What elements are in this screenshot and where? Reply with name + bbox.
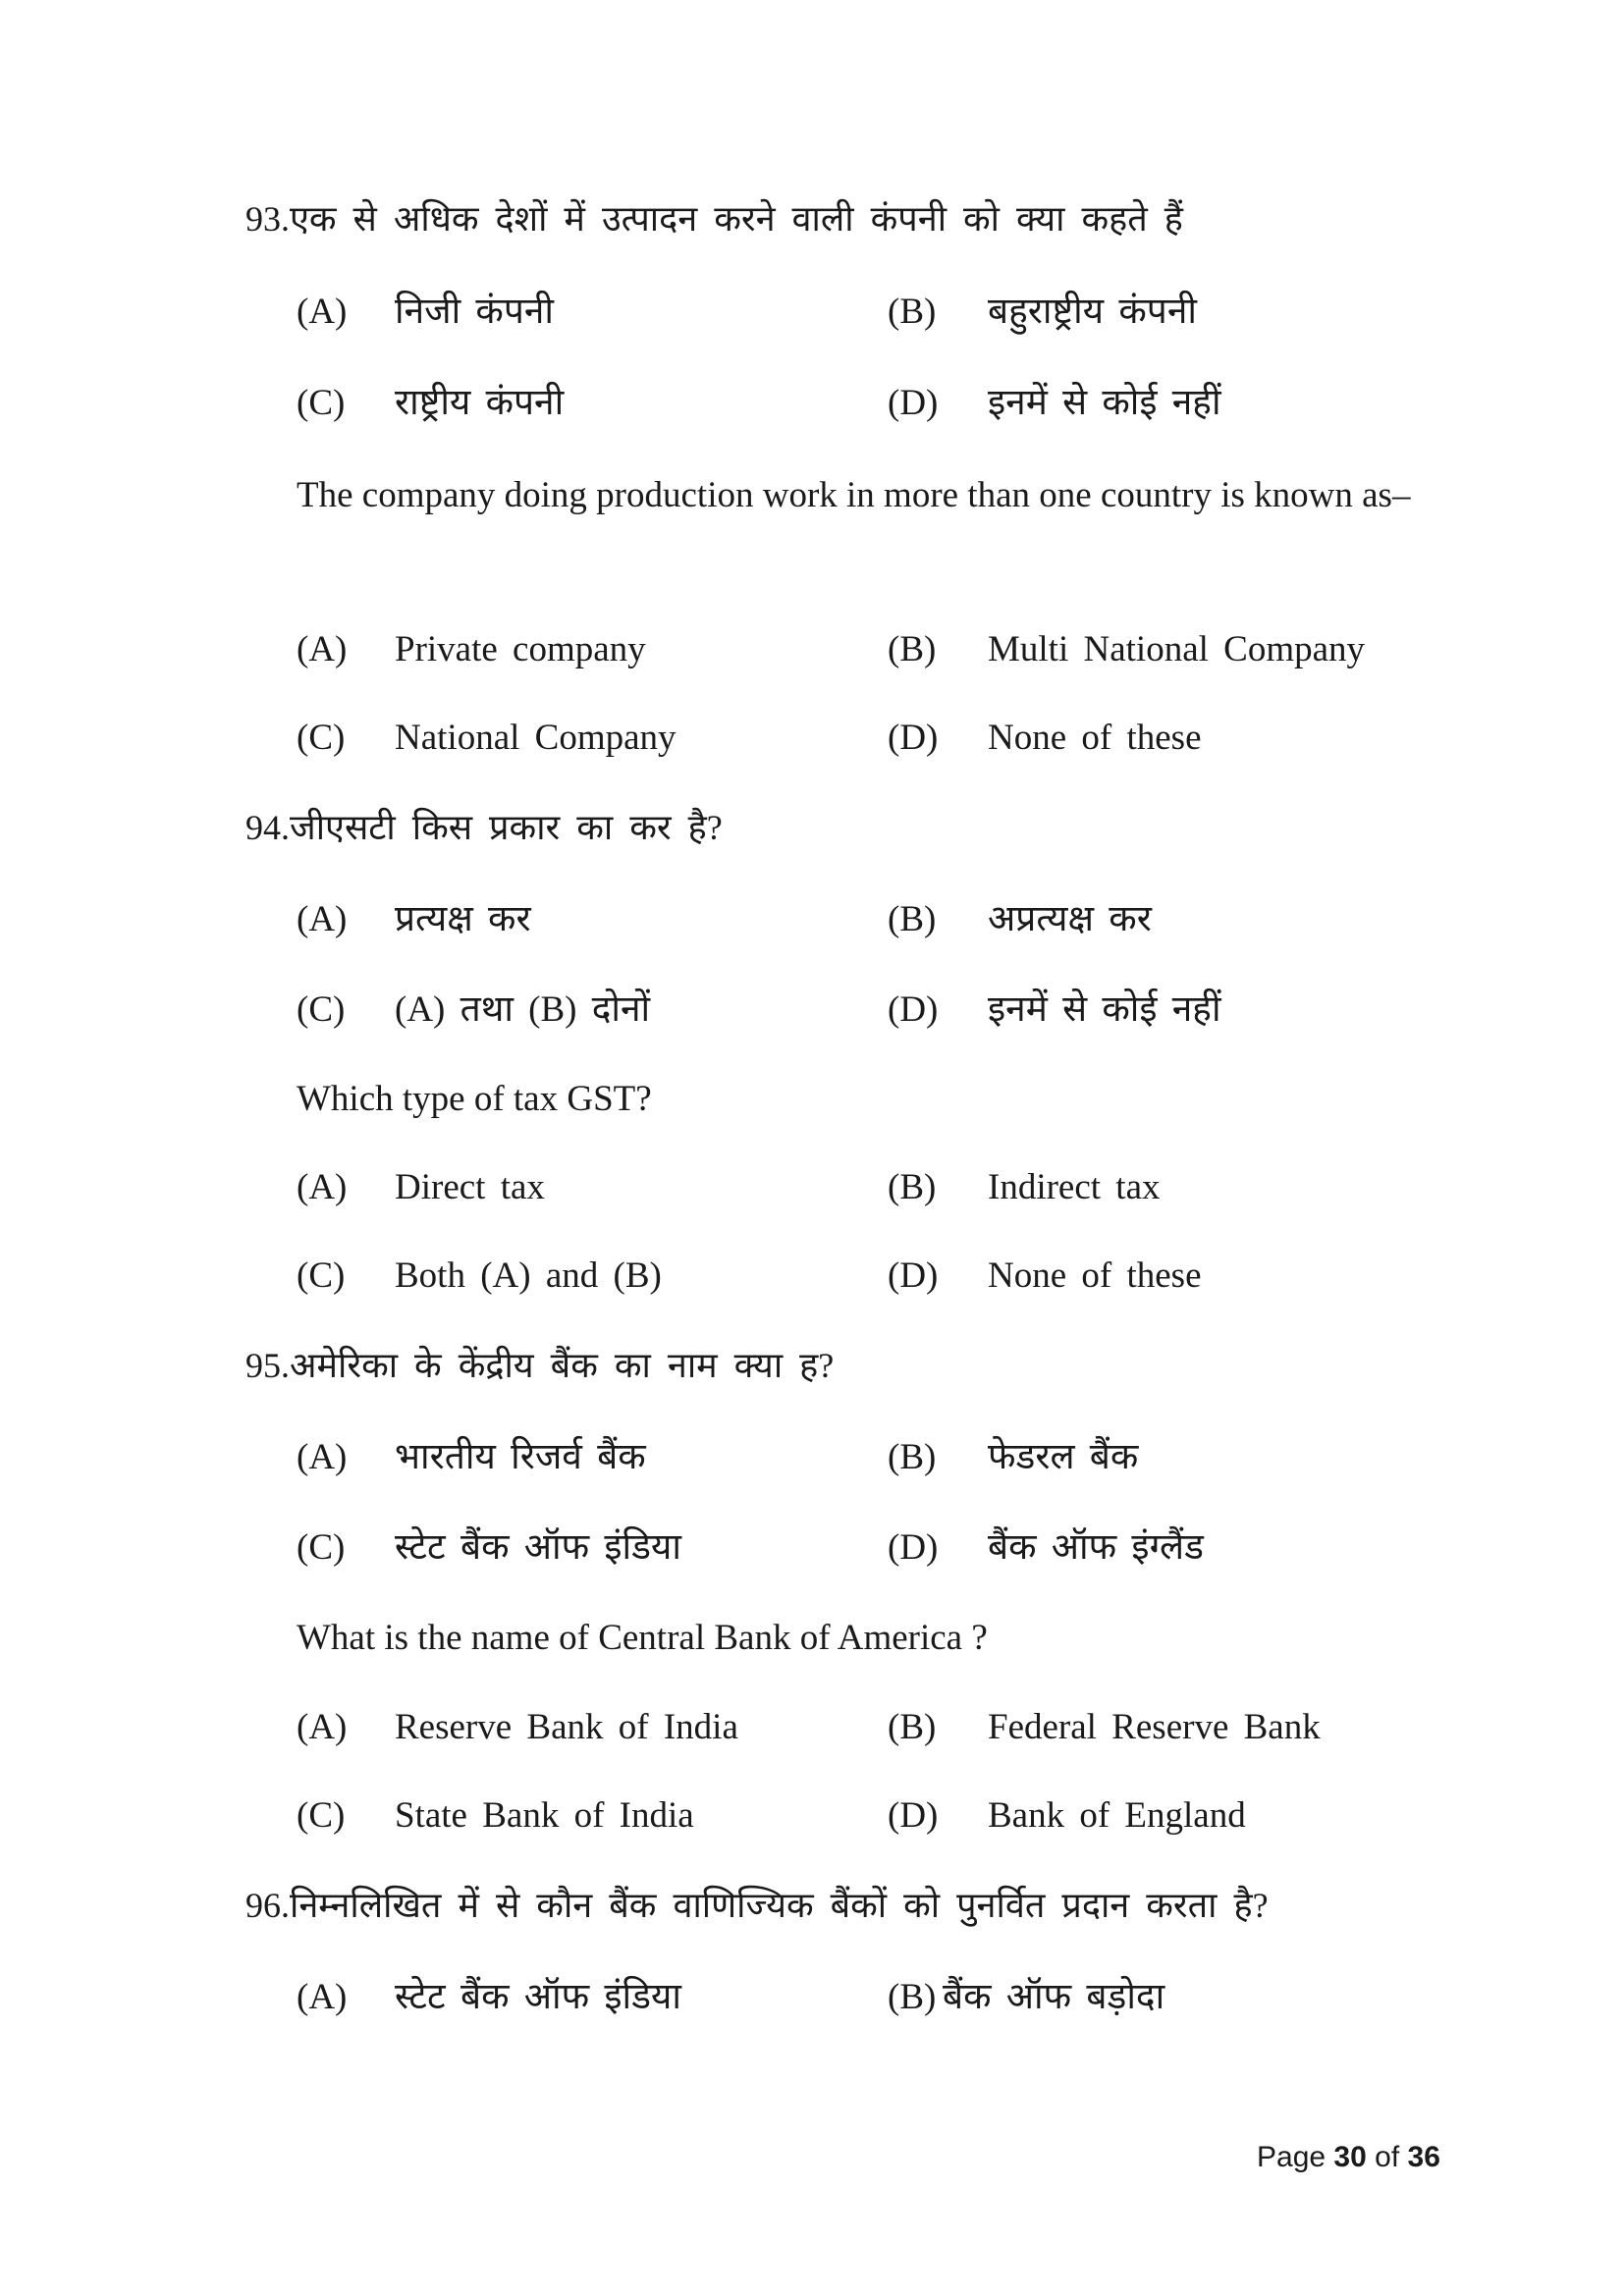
option-text: बहुराष्ट्रीय कंपनी [988, 292, 1197, 332]
question-number: 95. [245, 1346, 290, 1385]
option-letter: (C) [297, 1795, 346, 1836]
question-text: एक से अधिक देशों में उत्पादन करने वाली कंपनी को क्या कहते हैं [290, 199, 1183, 239]
page-of: of [1375, 2141, 1400, 2173]
option-letter: (C) [297, 1527, 346, 1568]
option-letter: (D) [888, 1795, 939, 1836]
option-text: Reserve Bank of India [395, 1707, 738, 1747]
option-text: फेडरल बैंक [988, 1437, 1139, 1477]
option-text: भारतीय रिजर्व बैंक [395, 1437, 646, 1477]
question-number: 96. [245, 1886, 290, 1925]
question-93-english: The company doing production work in more than one country is known as– [297, 475, 1411, 515]
question-94-english: Which type of tax GST? [297, 1079, 652, 1119]
option-text: Federal Reserve Bank [988, 1707, 1321, 1747]
question-text: अमेरिका के केंद्रीय बैंक का नाम क्या ह? [290, 1346, 835, 1385]
option-text: बैंक ऑफ इंग्लैंड [988, 1527, 1204, 1568]
option-letter: (A) [297, 629, 348, 669]
option-text: राष्ट्रीय कंपनी [395, 383, 565, 423]
option-text: स्टेट बैंक ऑफ इंडिया [395, 1527, 681, 1568]
option-letter: (C) [297, 718, 346, 758]
option-text: Multi National Company [988, 629, 1366, 669]
option-text: National Company [395, 718, 677, 758]
option-text: None of these [988, 1255, 1202, 1296]
page-label: Page [1257, 2141, 1326, 2173]
option-text: अप्रत्यक्ष कर [988, 899, 1152, 939]
question-number: 94. [245, 808, 290, 847]
page-footer [1257, 2138, 1440, 2177]
option-letter: (A) [297, 1977, 348, 2017]
question-96-hindi [245, 1883, 1269, 1928]
option-text: इनमें से कोई नहीं [988, 989, 1221, 1030]
question-94-hindi [245, 805, 723, 850]
option-letter: (D) [888, 1527, 939, 1568]
question-text: जीएसटी किस प्रकार का कर है? [290, 808, 723, 847]
option-letter: (B) [888, 629, 937, 669]
option-letter: (A) [297, 292, 348, 332]
option-text: इनमें से कोई नहीं [988, 383, 1221, 423]
option-text: Private company [395, 629, 646, 669]
option-letter: (B) [888, 1167, 937, 1207]
option-text: Direct tax [395, 1167, 545, 1207]
option-letter: (D) [888, 383, 939, 423]
question-number: 93. [245, 199, 290, 239]
option-letter: (A) [297, 1167, 348, 1207]
page-current: 30 [1333, 2141, 1367, 2173]
option-letter: (A) [297, 1437, 348, 1477]
option-letter: (D) [888, 1255, 939, 1296]
option-text: प्रत्यक्ष कर [395, 899, 531, 939]
option-letter: (C) [297, 989, 346, 1030]
option-letter: (A) [297, 1707, 348, 1747]
option-text: Indirect tax [988, 1167, 1161, 1207]
option-text: None of these [988, 718, 1202, 758]
option-text: Both (A) and (B) [395, 1255, 662, 1296]
option-letter: (B) [888, 292, 937, 332]
option-text: स्टेट बैंक ऑफ इंडिया [395, 1977, 681, 2017]
question-93-hindi [245, 196, 1183, 241]
question-95-hindi [245, 1343, 834, 1388]
option-text: Bank of England [988, 1795, 1246, 1836]
question-95-english: What is the name of Central Bank of America ? [297, 1618, 988, 1658]
option-letter: (B) [888, 899, 937, 939]
option-letter: (B) [888, 1977, 937, 2017]
option-letter: (A) [297, 899, 348, 939]
question-text: निम्नलिखित में से कौन बैंक वाणिज्यिक बैंकों को पुनर्वित प्रदान करता है? [290, 1886, 1269, 1925]
option-text: बैंक ऑफ बड़ोदा [943, 1977, 1165, 2017]
option-letter: (B) [888, 1707, 937, 1747]
option-text: (A) तथा (B) दोनों [395, 989, 651, 1030]
page-total: 36 [1407, 2141, 1440, 2173]
option-letter: (C) [297, 383, 346, 423]
option-text: State Bank of India [395, 1795, 694, 1836]
option-text: निजी कंपनी [395, 292, 554, 332]
option-letter: (D) [888, 989, 939, 1030]
option-letter: (C) [297, 1255, 346, 1296]
option-letter: (B) [888, 1437, 937, 1477]
option-letter: (D) [888, 718, 939, 758]
